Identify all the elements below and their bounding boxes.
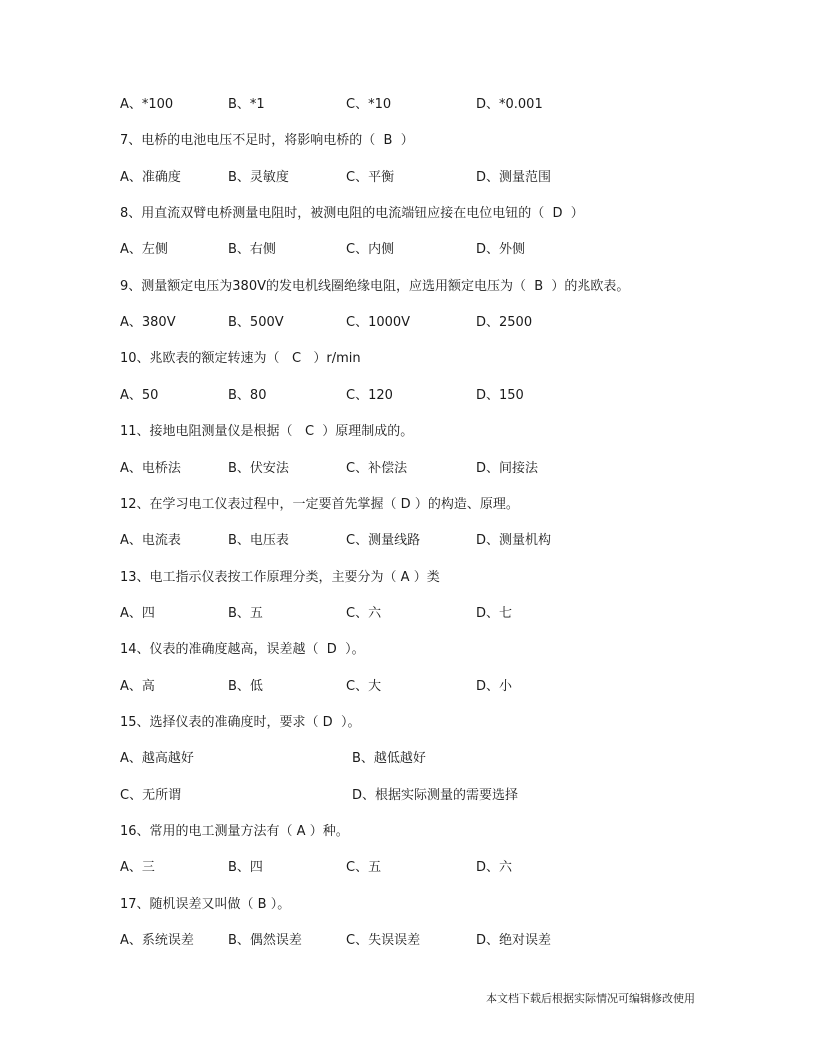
question-text: 16、常用的电工测量方法有（ A ）种。	[120, 824, 349, 839]
question-line	[0, 822, 816, 842]
answer-option: D、外侧	[476, 242, 526, 258]
answer-option: D、*0.001	[476, 97, 543, 112]
answer-option: D、测量机构	[476, 533, 552, 549]
answer-option: B、伏安法	[228, 460, 289, 476]
question-text: 12、在学习电工仪表过程中，一定要首先掌握（ D ）的构造、原理。	[120, 496, 519, 512]
page-footer: 本文档下载后根据实际情况可编辑修改使用	[486, 992, 695, 1005]
answer-option: B、电压表	[228, 533, 289, 549]
answer-option: A、左侧	[120, 242, 168, 258]
answer-option: D、测量范围	[476, 169, 552, 185]
answer-option: D、2500	[476, 315, 533, 331]
answer-option: C、无所谓	[120, 787, 182, 803]
answer-option: D、七	[476, 605, 513, 621]
answer-option: A、三	[120, 860, 155, 876]
question-line	[0, 349, 816, 369]
question-line	[0, 204, 816, 224]
question-line	[0, 568, 816, 588]
question-line	[0, 422, 816, 442]
answer-option: A、电桥法	[120, 460, 181, 476]
answer-option: C、测量线路	[346, 533, 421, 549]
question-text: 13、电工指示仪表按工作原理分类，主要分为（ A ）类	[120, 569, 440, 585]
answer-option: A、380V	[120, 315, 176, 331]
answer-option: D、150	[476, 387, 524, 403]
options-line	[0, 604, 816, 624]
options-line	[0, 459, 816, 479]
answer-option: A、50	[120, 387, 159, 403]
answer-option: B、80	[228, 387, 267, 403]
question-line	[0, 640, 816, 660]
answer-option: A、高	[120, 678, 155, 694]
answer-option: A、越高越好	[120, 751, 194, 767]
question-text: 11、接地电阻测量仪是根据（ C ）原理制成的。	[120, 424, 414, 440]
answer-option: B、*1	[228, 97, 265, 112]
answer-option: A、四	[120, 605, 155, 621]
answer-option: C、五	[346, 860, 382, 876]
question-text: 10、兆欧表的额定转速为（ C ）r/min	[120, 351, 361, 367]
answer-option: B、五	[228, 605, 263, 621]
answer-option: A、系统误差	[120, 933, 194, 949]
question-text: 7、电桥的电池电压不足时，将影响电桥的（ B ）	[120, 133, 414, 149]
options-line	[0, 386, 816, 406]
answer-option: C、内侧	[346, 242, 395, 258]
answer-option: B、灵敏度	[228, 169, 289, 185]
answer-option: C、平衡	[346, 169, 395, 185]
answer-option: B、偶然误差	[228, 933, 302, 949]
answer-option: B、越低越好	[352, 751, 426, 767]
question-text: 8、用直流双臂电桥测量电阻时，被测电阻的电流端钮应接在电位电钮的（ D ）	[120, 206, 584, 222]
answer-option: C、补偿法	[346, 460, 408, 476]
options-line	[0, 240, 816, 260]
answer-option: A、*100	[120, 97, 174, 112]
question-line	[0, 895, 816, 915]
answer-option: D、根据实际测量的需要选择	[352, 787, 519, 803]
answer-option: C、大	[346, 678, 382, 694]
answer-option: C、*10	[346, 97, 392, 112]
answer-option: D、绝对误差	[476, 933, 552, 949]
question-line	[0, 713, 816, 733]
question-line	[0, 131, 816, 151]
answer-option: C、1000V	[346, 315, 411, 331]
question-line	[0, 495, 816, 515]
options-line	[0, 95, 816, 115]
answer-option: C、120	[346, 387, 393, 403]
answer-option: D、六	[476, 860, 513, 876]
answer-option: C、失误误差	[346, 933, 421, 949]
answer-option: A、电流表	[120, 533, 181, 549]
answer-option: B、右侧	[228, 242, 276, 258]
answer-option: D、小	[476, 678, 513, 694]
options-line	[0, 168, 816, 188]
answer-option: D、间接法	[476, 460, 539, 476]
answer-option: B、四	[228, 860, 263, 876]
answer-option: A、准确度	[120, 169, 181, 185]
options-line	[0, 531, 816, 551]
options-line	[0, 677, 816, 697]
answer-option: B、500V	[228, 315, 284, 331]
answer-option: B、低	[228, 678, 263, 694]
options-line	[0, 786, 816, 806]
question-line	[0, 277, 816, 297]
options-line	[0, 931, 816, 951]
question-text: 15、选择仪表的准确度时，要求（ D ）。	[120, 714, 361, 730]
question-text: 14、仪表的准确度越高，误差越（ D ）。	[120, 642, 365, 658]
options-line	[0, 858, 816, 878]
answer-option: C、六	[346, 605, 382, 621]
options-line	[0, 749, 816, 769]
options-line	[0, 313, 816, 333]
question-text: 9、测量额定电压为380V的发电机线圈绝缘电阻，应选用额定电压为（ B ）的兆欧表。	[120, 278, 630, 294]
question-text: 17、随机误差又叫做（ B ）。	[120, 896, 291, 912]
